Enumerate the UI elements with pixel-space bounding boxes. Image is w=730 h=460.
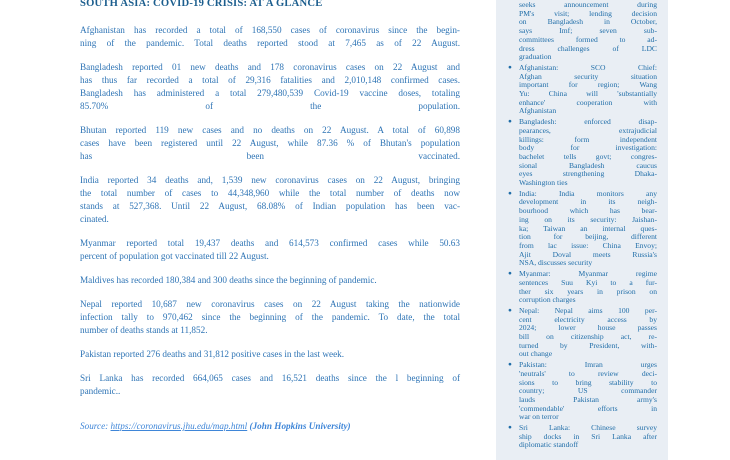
paragraph-nepal: Nepal reported 10,687 new coronavirus cases on 22 August taking the nationwide infection tally to 970,462 since the beginning of the pandemic. To date, the total number of deaths stands at 11,852. (80, 299, 460, 335)
sidebar-item-pakistan: ● Pakistan: Imran urges 'neutrals' to review deci- sions to bring stability to country; US commander lauds Pakistan army's 'commendable' efforts in war on terror (508, 360, 657, 422)
paragraph-myanmar: Myanmar reported total 19,437 deaths and 614,573 confirmed cases while 50.63 percent of population got vaccinated till 22 August. (80, 238, 460, 261)
paragraph-pakistan: Pakistan reported 276 deaths and 31,812 positive cases in the last week. (80, 349, 345, 359)
bullet-icon: ● (508, 424, 512, 432)
main-article-column (80, 0, 460, 431)
paragraph-bhutan: Bhutan reported 119 new cases and no deaths on 22 August. A total of 60,898 cases have been registered until 22 August, while 87.36 % of Bhutan's population has been vaccinated. (80, 125, 460, 161)
source-link[interactable]: https://coronavirus.jhu.edu/map.html (110, 421, 248, 431)
sidebar-item-nepal: ● Nepal: Nepal aims 100 per- cent electricity access by 2024; lower house passes bill on citizenship act, re- turned by President, with- out change (508, 305, 657, 359)
paragraph-maldives: Maldives has recorded 180,384 and 300 deaths since the beginning of pandemic. (80, 275, 377, 285)
paragraph-srilanka: Sri Lanka has recorded 664,065 cases and 16,521 deaths since the l beginning of pandemic.. (80, 373, 460, 396)
bullet-icon: ● (508, 118, 512, 126)
page-title: SOUTH ASIA: COVID-19 CRISIS: AT A GLANCE (80, 0, 323, 9)
sidebar-item-bangladesh: ● Bangladesh: enforced disap- pearances, extrajudicial killings: form independent body for investigation: bachelet tells govt; congres- sional Bangladesh caucus eyes strengthening Dhaka- Washington ties (508, 117, 657, 188)
bullet-icon: ● (508, 361, 512, 369)
bullet-icon: ● (508, 63, 512, 71)
sidebar-item-myanmar: ● Myanmar: Myanmar regime sentences Suu Kyi to a fur- ther six years in prison on corruption charges (508, 269, 657, 305)
news-sidebar (496, 0, 668, 460)
source-attribution: (John Hopkins University) (247, 421, 351, 431)
sidebar-item-india: ● India: India monitors any development in its neigh- bourhood which has bear- ing on its security: Jaishan- ka; Taiwan an internal ques- tion for beijing, different from lac issue: China Envoy; Ajit Doval meets Russia's NSA, discusses security (508, 188, 657, 268)
source-line (80, 421, 460, 431)
paragraph-bangladesh: Bangladesh reported 01 new deaths and 178 coronavirus cases on 22 August and has thus far recorded a total of 29,316 fatalities and 2,010,148 confirmed cases. Bangladesh has administered a total 279,480,539 Covid-19 vaccine doses, totaling 85.70% of the population. (80, 62, 460, 111)
bullet-icon: ● (508, 270, 512, 278)
bullet-icon: ● (508, 306, 512, 314)
sidebar-item-srilanka: ● Sri Lanka: Chinese survey ship docks in Sri Lanka after diplomatic standoff (508, 423, 657, 450)
source-label: Source: (80, 421, 111, 431)
paragraph-afghanistan: Afghanistan has recorded a total of 168,550 cases of coronavirus since the begin- ning of the pandemic. Total deaths reported stood at 7,465 as of 22 August. (80, 25, 460, 48)
sidebar-item-continued: seeks announcement during PM's visit; lending decision on Bangladesh in October, says Imf; seven sub- committees formed to ad- dress challenges of LDC graduation (496, 1, 668, 62)
bullet-icon: ● (508, 189, 512, 197)
bullet-icon (508, 1, 519, 62)
paragraph-india: India reported 34 deaths and, 1,539 new coronavirus cases on 22 August, bringing the total number of cases to 44,348,960 while the total number of deaths now stands at 527,368. Until 22 August, 68.08% of Indian population has been vac- cinated. (80, 175, 460, 224)
sidebar-item-afghanistan: ● Afghanistan: SCO Chief: Afghan security situation important for region; Wang Yu: China will 'substantially enhance' cooperation with Afghanistan (508, 62, 657, 116)
